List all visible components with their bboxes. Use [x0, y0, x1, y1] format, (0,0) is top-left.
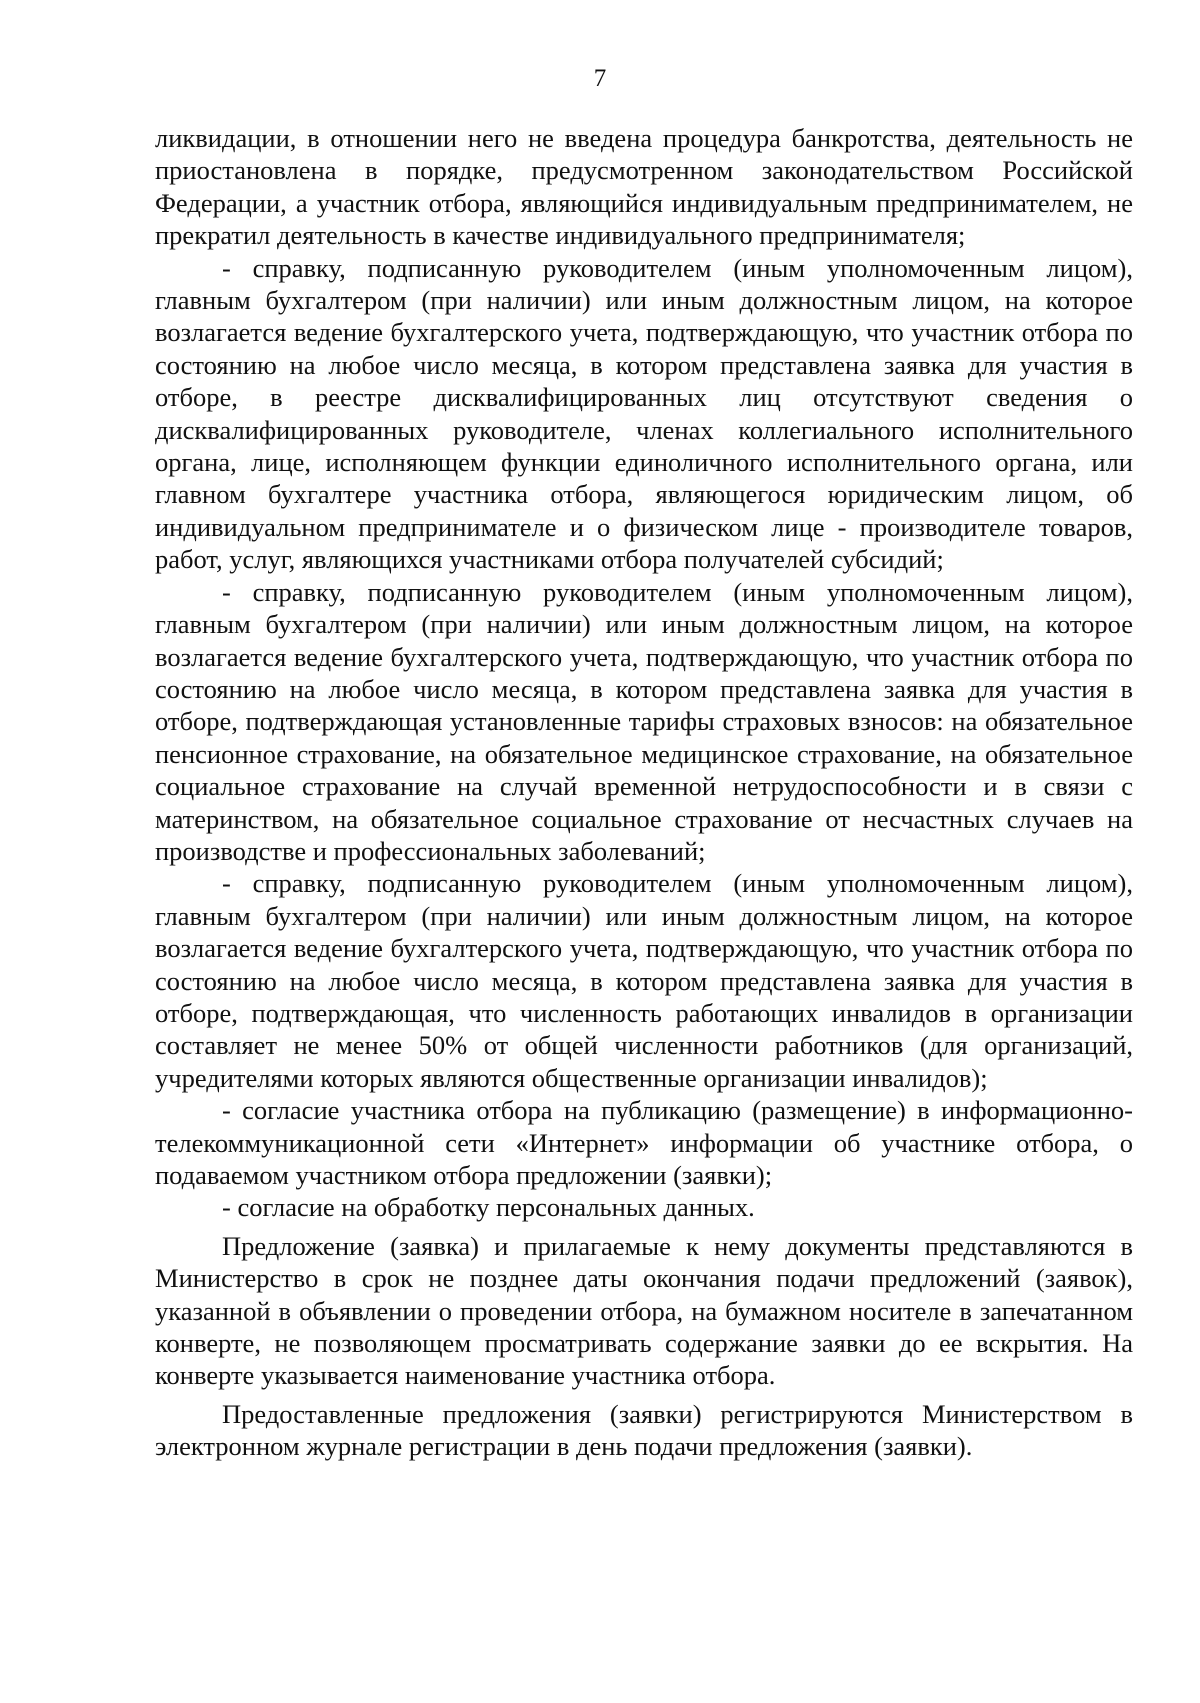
- paragraph-disabled-employees-certificate: - справку, подписанную руководителем (иным уполномоченным лицом), главным бухгалтером (при наличии) или иным должностным лицом, на которое возлагается ведение бухгалтерского учета, подтверждающую, что участник отбора по состоянию на любое число месяца, в котором представлена заявка для участия в отборе, подтверждающая, что численность работающих инвалидов в организации составляет не менее 50% от общей численности работников (для организаций, учредителями которых являются общественные организации инвалидов);: [155, 868, 1133, 1093]
- document-body: [155, 122, 1133, 1463]
- paragraph-publication-consent: - согласие участника отбора на публикацию (размещение) в информационно-телекоммуникационной сети «Интернет» информации об участнике отбора, о подаваемом участником отбора предложении (заявки);: [155, 1095, 1133, 1190]
- paragraph-registration: Предоставленные предложения (заявки) регистрируются Министерством в электронном журнале регистрации в день подачи предложения (заявки).: [155, 1398, 1133, 1462]
- paragraph-continuation: ликвидации, в отношении него не введена процедура банкротства, деятельность не приостановлена в порядке, предусмотренном законодательством Российской Федерации, а участник отбора, являющийся индивидуальным предпринимателем, не прекратил деятельность в качестве индивидуального предпринимателя;: [155, 123, 1133, 251]
- paragraph-submission-procedure: Предложение (заявка) и прилагаемые к нему документы представляются в Министерство в срок не позднее даты окончания подачи предложений (заявок), указанной в объявлении о проведении отбора, на бумажном носителе в запечатанном конверте, не позволяющем просматривать содержание заявки до ее вскрытия. На конверте указывается наименование участника отбора.: [155, 1230, 1133, 1391]
- paragraph-disqualified-registry-certificate: - справку, подписанную руководителем (иным уполномоченным лицом), главным бухгалтером (при наличии) или иным должностным лицом, на которое возлагается ведение бухгалтерского учета, подтверждающую, что участник отбора по состоянию на любое число месяца, в котором представлена заявка для участия в отборе, в реестре дисквалифицированных лиц отсутствуют сведения о дисквалифицированных руководителе, членах коллегиального исполнительного органа, лице, исполняющем функции единоличного исполнительного органа, или главном бухгалтере участника отбора, являющегося юридическим лицом, об индивидуальном предпринимателе и о физическом лице - производителе товаров, работ, услуг, являющихся участниками отбора получателей субсидий;: [155, 252, 1133, 575]
- paragraph-personal-data-consent: - согласие на обработку персональных данных.: [222, 1192, 755, 1223]
- page-number: 7: [593, 65, 607, 92]
- paragraph-insurance-rates-certificate: - справку, подписанную руководителем (иным уполномоченным лицом), главным бухгалтером (при наличии) или иным должностным лицом, на которое возлагается ведение бухгалтерского учета, подтверждающую, что участник отбора по состоянию на любое число месяца, в котором представлена заявка для участия в отборе, подтверждающая установленные тарифы страховых взносов: на обязательное пенсионное страхование, на обязательное медицинское страхование, на обязательное социальное страхование на случай временной нетрудоспособности и в связи с материнством, на обязательное социальное страхование от несчастных случаев на производстве и профессиональных заболеваний;: [155, 576, 1133, 866]
